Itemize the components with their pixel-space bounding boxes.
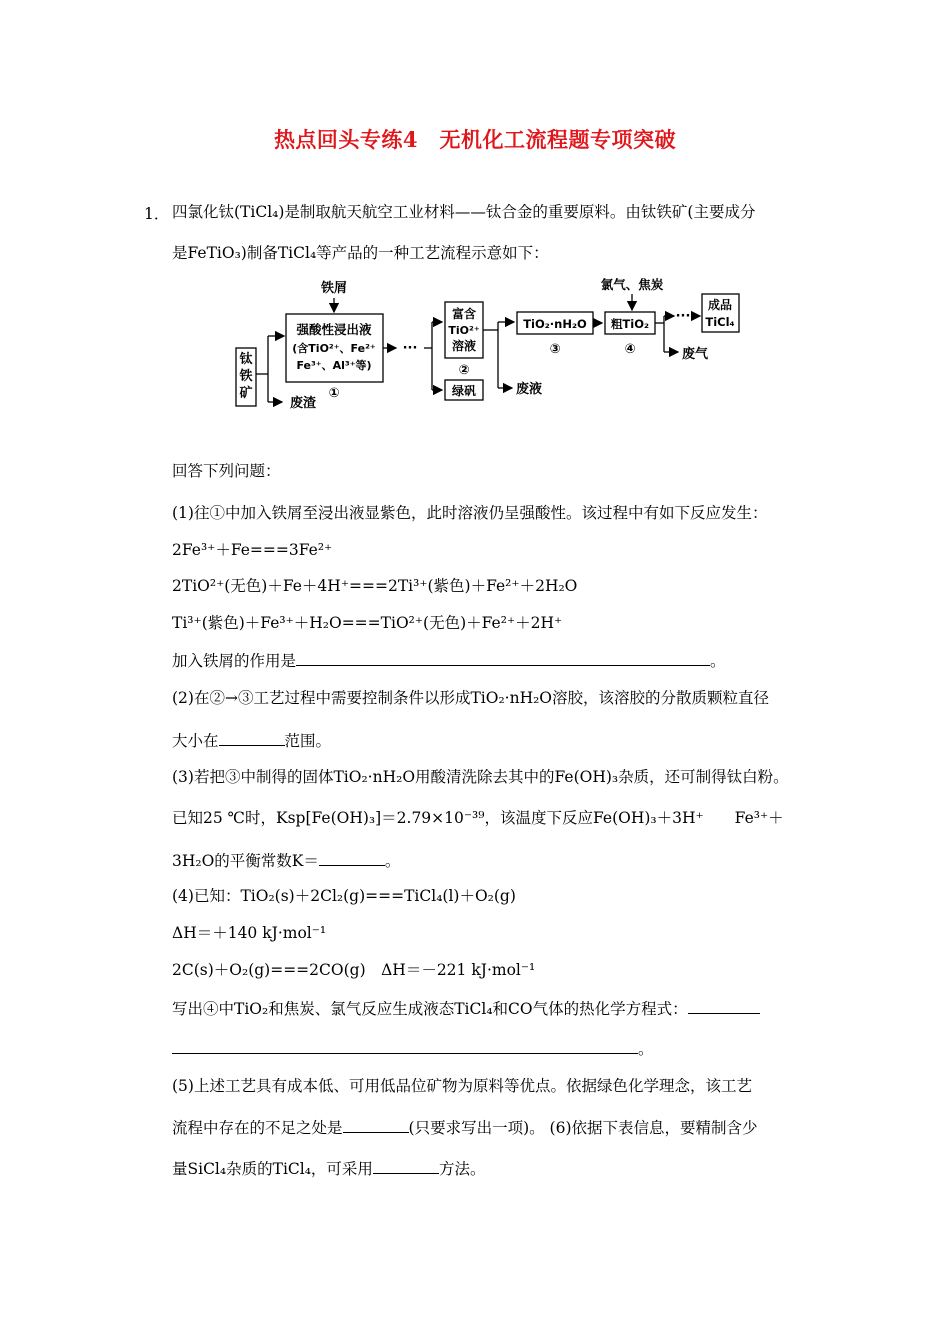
answer-blank-4a[interactable] [688,998,760,1014]
rich-line3: 溶液 [451,339,477,353]
answer-prompt: 回答下列问题： [172,462,281,480]
dots-1: ··· [402,341,418,356]
part2-line1: (2)在②→③工艺过程中需要控制条件以形成TiO₂·nH₂O溶胶，该溶胶的分散质颗粒直径 [172,689,770,707]
part5-line2 [172,1117,758,1138]
part3-post: 。 [384,852,401,870]
ore-char3: 矿 [239,386,253,401]
waste-residue-label: 废渣 [290,396,317,411]
leach-ions-line1: (含TiO²⁺、Fe²⁺ [292,342,376,355]
part5-pre: 流程中存在的不足之处是 [172,1119,343,1137]
waste-gas-label: 废气 [682,347,709,362]
part5-post: (只要求写出一项)。 (6)依据下表信息，要精制含少 [408,1119,758,1137]
chlorine-coke-label: 氯气、焦炭 [600,277,664,292]
answer-blank-5[interactable] [343,1117,409,1133]
leach-ions-line2: Fe³⁺、Al³⁺等) [296,359,372,372]
part2-post: 范围。 [284,732,332,750]
part5-line1: (5)上述工艺具有成本低、可用低品位矿物为原料等优点。依据绿色化学理念，该工艺 [172,1077,752,1095]
ore-char1: 钛 [239,352,253,367]
part3-pre: 3H₂O的平衡常数K＝ [172,852,319,870]
iron-scrap-label: 铁屑 [320,281,348,296]
step4-label: ④ [624,342,636,357]
part1-intro: (1)往①中加入铁屑至浸出液显紫色，此时溶液仍呈强酸性。该过程中有如下反应发生： [172,504,768,522]
answer-blank-1[interactable] [296,650,710,666]
equation-2: 2TiO²⁺(无色)＋Fe＋4H⁺===2Ti³⁺(紫色)＋Fe²⁺＋2H₂O [172,577,578,595]
answer-blank-2[interactable] [219,730,285,746]
part4-line5 [172,1038,654,1059]
question-number: 1． [144,205,170,223]
equation-1: 2Fe³⁺＋Fe===3Fe²⁺ [172,541,333,559]
step1-label: ① [328,386,340,401]
green-vitriol-label: 绿矾 [451,384,477,398]
q1-intro-line1: 四氯化钛(TiCl₄)是制取航天航空工业材料——钛合金的重要原料。由钛铁矿(主要成分 [172,203,756,221]
ore-char2: 铁 [239,369,253,384]
dots-2: ··· [675,309,691,324]
answer-blank-3[interactable] [319,850,385,866]
q1-intro-line2: 是FeTiO₃)制备TiCl₄等产品的一种工艺流程示意如下： [172,244,549,262]
equation-3: Ti³⁺(紫色)＋Fe³⁺＋H₂O===TiO²⁺(无色)＋Fe²⁺＋2H⁺ [172,614,563,632]
answer-blank-6[interactable] [373,1158,439,1174]
product-line1: 成品 [707,298,733,312]
part4-line1: (4)已知：TiO₂(s)＋2Cl₂(g)===TiCl₄(l)＋O₂(g) [172,887,516,905]
page-title: 热点回头专练4 无机化工流程题专项突破 [273,127,677,152]
rich-line2: TiO²⁺ [448,324,480,337]
waste-liquid-label: 废液 [516,382,543,397]
part4-line4 [172,998,760,1019]
part4-question: 写出④中TiO₂和焦炭、氯气反应生成液态TiCl₄和CO气体的热化学方程式： [172,1000,688,1018]
leach-title: 强酸性浸出液 [296,322,372,337]
part1-question [172,650,726,671]
part6-pre: 量SiCl₄杂质的TiCl₄，可采用 [172,1160,373,1178]
part3-line1: (3)若把③中制得的固体TiO₂·nH₂O用酸清洗除去其中的Fe(OH)₃杂质，还可制得钛白粉。 [172,768,789,786]
part2-pre: 大小在 [172,732,219,750]
rich-line1: 富含 [451,307,477,321]
crude-tio2-label: 粗TiO₂ [610,317,650,331]
answer-blank-4b[interactable] [172,1038,638,1054]
part6-post: 方法。 [438,1160,486,1178]
tio2-hydrate-label: TiO₂·nH₂O [523,317,587,331]
part1-end: 。 [710,652,726,670]
step2-label: ② [458,363,470,378]
product-line2: TiCl₄ [705,315,735,329]
part2-line2 [172,730,331,751]
step3-label: ③ [549,342,561,357]
part3-line2: 已知25 ℃时，Ksp[Fe(OH)₃]＝2.79×10⁻³⁹，该温度下反应Fe(OH)₃＋3H⁺ Fe³⁺＋ [172,809,784,827]
part3-line3 [172,850,400,871]
part4-line3: 2C(s)＋O₂(g)===2CO(g) ΔH＝－221 kJ·mol⁻¹ [172,961,536,979]
part1-question-text: 加入铁屑的作用是 [172,652,297,670]
part6-line [172,1158,485,1179]
part4-line2: ΔH＝＋140 kJ·mol⁻¹ [172,924,327,942]
process-flow-diagram [234,276,744,418]
part4-end: 。 [638,1040,654,1058]
